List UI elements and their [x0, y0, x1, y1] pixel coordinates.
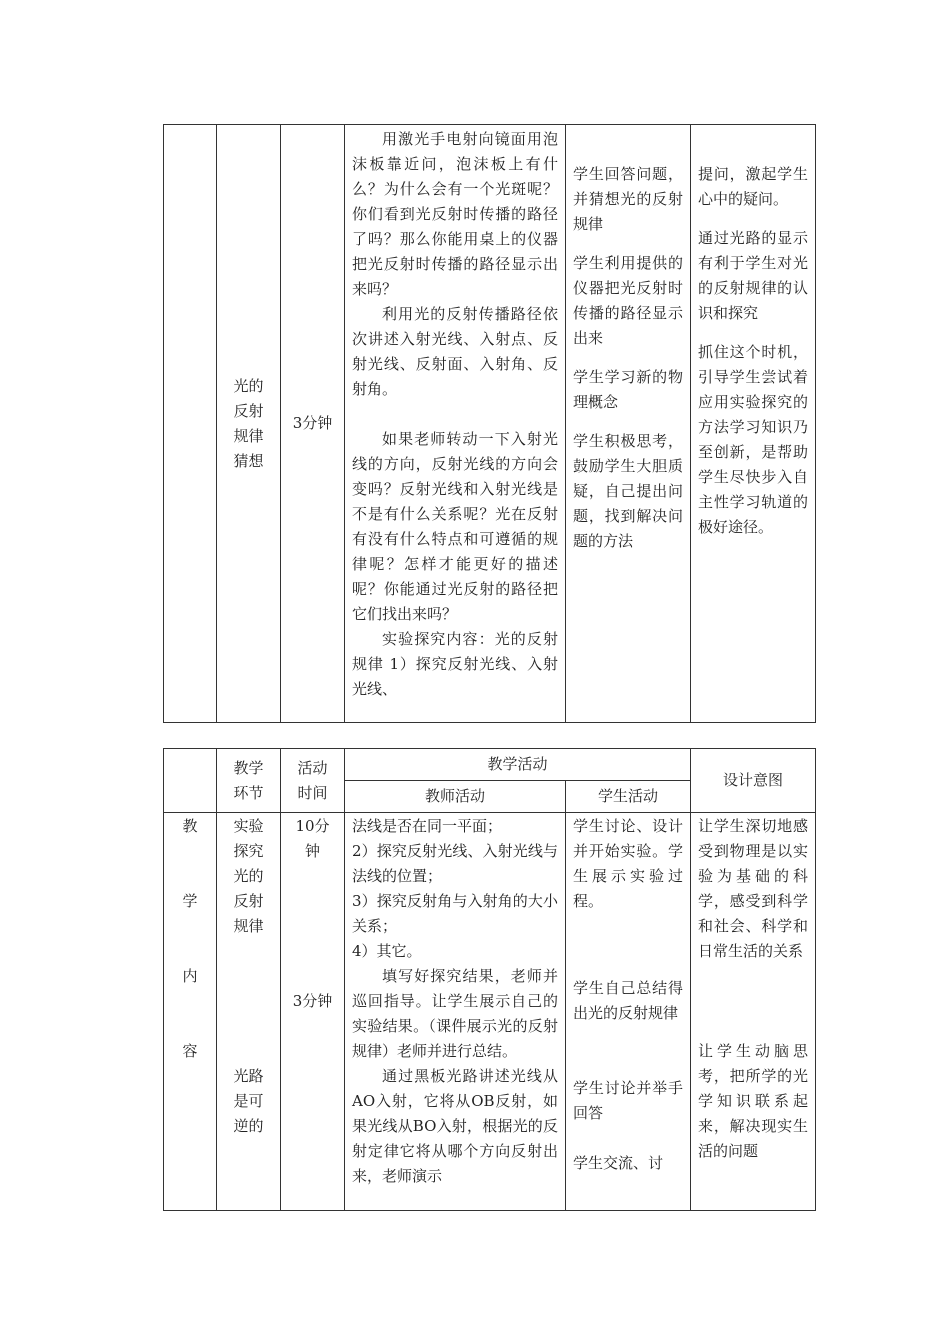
side-char: 教	[182, 817, 198, 835]
student-activity-cell	[566, 813, 691, 1211]
stage-line: 光的	[233, 376, 264, 395]
stage-line: 猜想	[233, 451, 264, 470]
stage-cell	[217, 125, 281, 723]
lesson-table-part2	[163, 748, 816, 1211]
student-paragraph: 学生利用提供的仪器把光反射时传播的路径显示出来	[573, 254, 683, 347]
time-cell	[281, 813, 345, 1211]
student-paragraph: 学生讨论、设计并开始实验。学生展示实验过程。	[573, 817, 684, 910]
side-char: 学	[182, 892, 198, 910]
time-cell: 3分钟	[281, 125, 345, 723]
stage-line: 实验	[233, 817, 264, 835]
teacher-paragraph: 2）探究反射光线、入射光线与法线的位置；	[352, 842, 558, 885]
header-student: 学生活动	[566, 781, 691, 813]
stage-line: 规律	[233, 426, 264, 445]
teacher-activity-cell	[345, 125, 566, 723]
intent-paragraph: 抓住这个时机，引导学生尝试着应用实验探究的方法学习知识乃至创新，是帮助学生尽快步入自主性学习轨道的极好途径。	[698, 343, 808, 536]
stage-line: 是可	[233, 1092, 264, 1110]
stage-line: 反射	[233, 401, 264, 420]
time-value: 3分钟	[292, 992, 333, 1010]
stage-cell	[217, 813, 281, 1211]
teacher-paragraph: 通过黑板光路讲述光线从AO入射，它将从OB反射，如果光线从BO入射，根据光的反射定律它将从哪个方向反射出来，老师演示	[352, 1067, 558, 1185]
teacher-paragraph: 4）其它。	[352, 942, 422, 960]
design-intent-cell	[691, 813, 816, 1211]
student-paragraph: 学生自己总结得出光的反射规律	[573, 979, 684, 1022]
student-paragraph: 学生学习新的物理概念	[573, 368, 683, 411]
header-intent: 设计意图	[691, 749, 816, 813]
stage-line: 规律	[233, 917, 264, 935]
teacher-paragraph: 填写好探究结果，老师并巡回指导。让学生展示自己的实验结果。（课件展示光的反射规律）老师并进行总结。	[352, 967, 558, 1060]
teacher-paragraph: 实验探究内容：光的反射规律 1）探究反射光线、入射光线、	[352, 630, 558, 698]
intent-paragraph: 让学生深切地感受到物理是以实验为基础的科学，感受到科学和社会、科学和日常生活的关系	[698, 817, 809, 960]
stage-line: 逆的	[233, 1117, 264, 1135]
stage-line: 反射	[233, 892, 264, 910]
teacher-activity-cell	[345, 813, 566, 1211]
teacher-paragraph: 用激光手电射向镜面用泡沫板靠近问，泡沫板上有什么？为什么会有一个光斑呢？你们看到光反射时传播的路径了吗？那么你能用桌上的仪器把光反射时传播的路径显示出来吗？	[352, 130, 558, 298]
teacher-paragraph: 利用光的反射传播路径依次讲述入射光线、入射点、反射光线、反射面、入射角、反射角。	[352, 305, 558, 398]
header-time: 活动时间	[281, 749, 345, 813]
teacher-paragraph: 如果老师转动一下入射光线的方向，反射光线的方向会变吗？反射光线和入射光线是不是有什么关系呢？光在反射有没有什么特点和可遵循的规律呢？怎样才能更好的描述呢？你能通过光反射的路径把它们找出来吗？	[352, 430, 558, 623]
side-cell-empty	[164, 125, 217, 723]
intent-paragraph: 让学生动脑思考，把所学的光学知识联系起来，解决现实生活的问题	[698, 1042, 809, 1160]
student-activity-cell	[566, 125, 691, 723]
lesson-table-part1	[163, 124, 816, 723]
header-activity: 教学活动	[345, 749, 691, 781]
stage-line: 光的	[233, 867, 264, 885]
header-stage: 教学环节	[217, 749, 281, 813]
teacher-paragraph: 法线是否在同一平面；	[352, 817, 503, 835]
header-empty	[164, 749, 217, 813]
stage-line: 光路	[233, 1067, 264, 1085]
side-char: 内	[182, 967, 198, 985]
teacher-paragraph: 3）探究反射角与入射角的大小关系；	[352, 892, 558, 935]
header-teacher: 教师活动	[345, 781, 566, 813]
stage-line: 探究	[233, 842, 264, 860]
student-paragraph: 学生讨论并举手回答	[573, 1079, 684, 1122]
design-intent-cell	[691, 125, 816, 723]
student-paragraph: 学生积极思考，鼓励学生大胆质疑，自己提出问题，找到解决问题的方法	[573, 432, 683, 550]
side-label-cell	[164, 813, 217, 1211]
student-paragraph: 学生交流、讨	[573, 1154, 664, 1172]
intent-paragraph: 通过光路的显示有利于学生对光的反射规律的认识和探究	[698, 229, 808, 322]
student-paragraph: 学生回答问题，并猜想光的反射规律	[573, 165, 683, 233]
intent-paragraph: 提问，激起学生心中的疑问。	[698, 165, 808, 208]
time-value: 10分钟	[295, 817, 330, 860]
side-char: 容	[182, 1042, 198, 1060]
